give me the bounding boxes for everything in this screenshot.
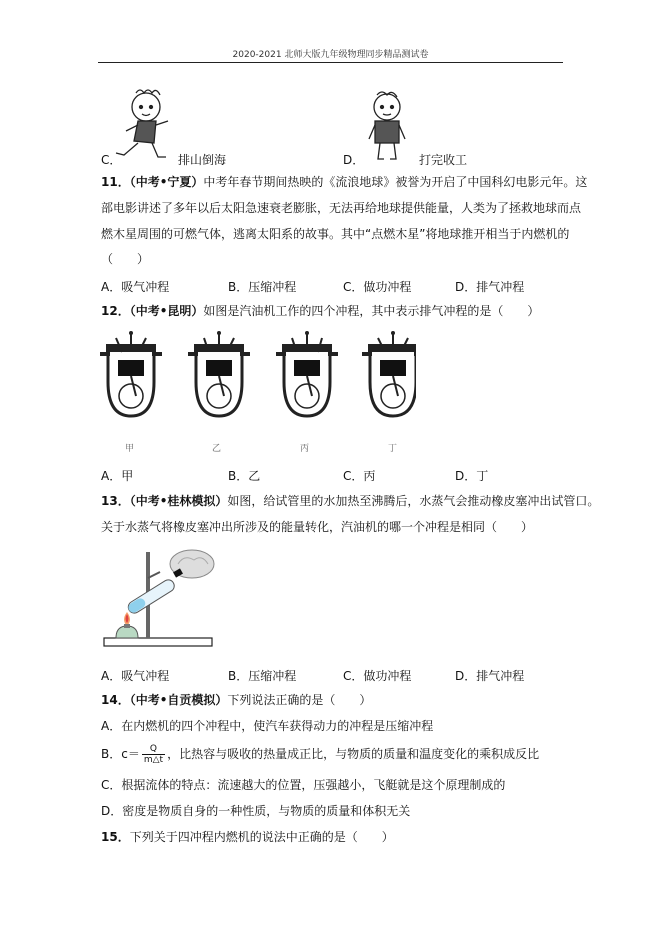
header-rule (98, 62, 563, 63)
q10-option-c-text: 排山倒海 (178, 153, 227, 167)
q14-option-b-prefix: B．c＝ (101, 747, 140, 761)
q11-line-1 (101, 174, 587, 190)
q14-line (101, 692, 371, 708)
engine-label-bing: 丙 (300, 444, 310, 454)
q12-number: 12． (101, 304, 130, 318)
q14-source: （中考•自贡模拟） (129, 693, 228, 707)
q12-option-a: A．甲 (101, 469, 134, 483)
q12-line (101, 303, 539, 319)
engine-label-yi: 乙 (212, 444, 222, 454)
engine-figure-yi (188, 331, 250, 416)
engine-label-jia: 甲 (125, 444, 135, 454)
engine-label-ding: 丁 (388, 444, 398, 454)
q13-option-a: A．吸气冲程 (101, 669, 170, 683)
q12-source: （中考•昆明） (129, 304, 204, 318)
q14-option-b (101, 744, 539, 765)
q11-source: （中考•宁夏） (129, 175, 204, 189)
test-tube-apparatus-figure (100, 542, 220, 652)
q13-option-d: D．排气冲程 (455, 669, 525, 683)
q14-option-c: C．根据流体的特点：流速越大的位置，压强越小，飞艇就是这个原理制成的 (101, 778, 506, 792)
engine-figure-bing (276, 331, 338, 416)
q14-option-b-suffix: ，比热容与吸收的热量成正比，与物质的质量和温度变化的乘积成反比 (167, 747, 540, 761)
q12-option-c: C．丙 (343, 469, 376, 483)
q14-number: 14． (101, 693, 130, 707)
q13-text-1: 如图，给试管里的水加热至沸腾后，水蒸气会推动橡皮塞冲出试管口。 (227, 494, 600, 508)
q15-line (101, 829, 394, 845)
page-header: 2020-2021 北师大版九年级物理同步精品测试卷 (232, 50, 429, 60)
q11-number: 11． (101, 175, 130, 189)
q15-number: 15． (101, 830, 130, 844)
q11-line-2: 部电影讲述了多年以后太阳急速衰老膨胀，无法再给地球提供能量，人类为了拯救地球而点 (101, 201, 582, 215)
q15-text: 下列关于四冲程内燃机的说法中正确的是（ ） (129, 830, 394, 844)
q10-option-c-letter: C． (101, 153, 122, 167)
q13-option-c: C．做功冲程 (343, 669, 412, 683)
q14-option-d: D．密度是物质自身的一种性质，与物质的质量和体积无关 (101, 804, 411, 818)
q12-option-b: B．乙 (228, 469, 261, 483)
cartoon-standing-figure (364, 87, 410, 163)
q13-line-2: 关于水蒸气将橡皮塞冲出所涉及的能量转化，汽油机的哪一个冲程是相同（ ） (101, 520, 534, 534)
engine-figure-ding (362, 331, 416, 416)
formula-denominator: m△t (143, 755, 164, 765)
engine-strokes-figure (96, 328, 416, 428)
engine-figure-jia (100, 331, 162, 416)
q11-option-a: A．吸气冲程 (101, 280, 170, 294)
q12-option-d: D．丁 (455, 469, 489, 483)
q14-option-a: A．在内燃机的四个冲程中，使汽车获得动力的冲程是压缩冲程 (101, 719, 434, 733)
formula-numerator: Q (142, 744, 165, 755)
q13-option-b: B．压缩冲程 (228, 669, 297, 683)
q13-number: 13． (101, 494, 130, 508)
specific-heat-formula (142, 744, 165, 765)
q10-option-d-letter: D． (343, 153, 365, 167)
q11-line-3: 燃木星周围的可燃气体，逃离太阳系的故事。其中“点燃木星”将地球推开相当于内燃机的 (101, 227, 570, 241)
q11-line-4: （ ） (101, 252, 150, 266)
q13-line-1 (101, 493, 599, 509)
q14-text: 下列说法正确的是（ ） (227, 693, 372, 707)
q12-text: 如图是汽油机工作的四个冲程，其中表示排气冲程的是（ ） (203, 304, 540, 318)
q11-option-c: C．做功冲程 (343, 280, 412, 294)
q10-option-d-text: 打完收工 (419, 153, 468, 167)
q11-text-1: 中考年春节期间热映的《流浪地球》被誉为开启了中国科幻电影元年。这 (203, 175, 588, 189)
q11-option-d: D．排气冲程 (455, 280, 525, 294)
q13-source: （中考•桂林模拟） (129, 494, 228, 508)
q11-option-b: B．压缩冲程 (228, 280, 297, 294)
